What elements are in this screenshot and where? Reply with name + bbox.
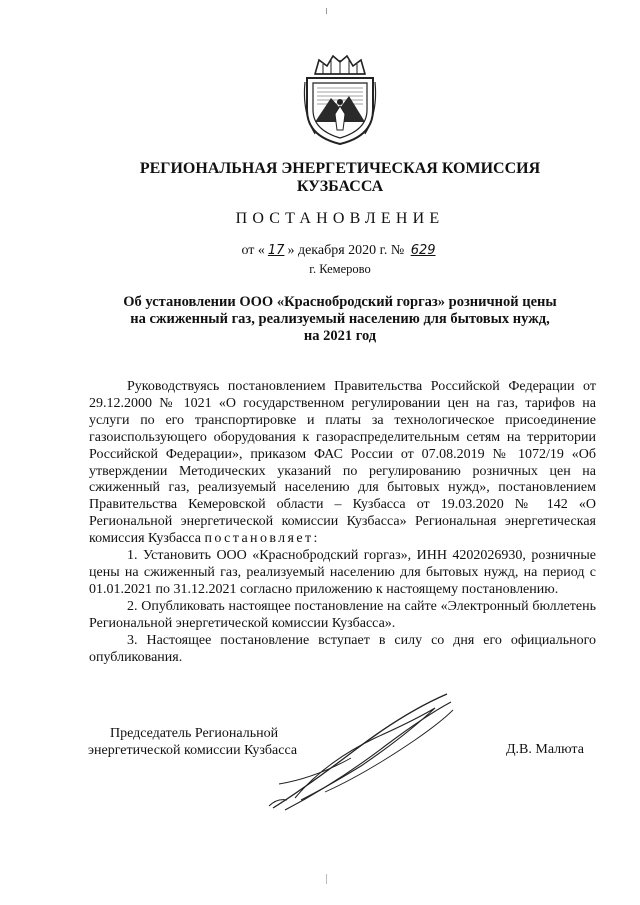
city: г. Кемерово xyxy=(309,262,371,276)
coat-of-arms-icon xyxy=(301,52,379,146)
scan-mark-bottom xyxy=(326,874,327,884)
org-line-1: РЕГИОНАЛЬНАЯ ЭНЕРГЕТИЧЕСКАЯ КОМИССИЯ xyxy=(139,160,541,177)
issuing-organization xyxy=(100,160,580,196)
date-line xyxy=(120,243,560,259)
title-line-3: на 2021 год xyxy=(303,328,377,344)
item-2: 2. Опубликовать настоящее постановление на сайте «Электронный бюллетень Региональной энергетической комиссии Кузбасса». xyxy=(89,598,596,631)
title-line-2: на сжиженный газ, реализуемый населению для бытовых нужд, xyxy=(130,311,550,327)
document-body xyxy=(89,379,596,666)
document-title xyxy=(100,294,580,345)
date-suffix: » декабря 2020 г. № xyxy=(287,243,405,258)
item-1: 1. Установить ООО «Краснобродский горгаз», ИНН 4202026930, розничные цены на сжиженный газ, реализуемый населению для бытовых нужд, на период с 01.01.2021 по 31.12.2021 согласно приложению к настоящему постановлению. xyxy=(89,548,596,597)
resolves-word: постановляет: xyxy=(204,531,320,547)
position-line-2: энергетической комиссии Кузбасса xyxy=(88,743,298,758)
handwritten-signature xyxy=(265,688,455,818)
position-line-1: Председатель Региональной xyxy=(110,726,279,741)
preamble-paragraph xyxy=(89,379,596,548)
document-number: 629 xyxy=(410,243,436,258)
preamble-text: Руководствуясь постановлением Правительства Российской Федерации от 29.12.2000 № 1021 «О государственном регулировании цен на газ, тарифов на услуги по его транспортировке и платы за технологическое присоединение газоиспользующего оборудования к газораспределительным сетям на территории Российской Федерации», приказом ФАС России от 07.08.2019 № 1072/19 «Об утверждении Методических указаний по регулированию розничных цен на сжиженный газ, реализуемый населению для бытовых нужд», постановлением Правительства Кемеровской области – Кузбасса от 19.03.2020 № 142 «О Региональной энергетической комиссии Кузбасса» Региональная энергетическая комиссия Кузбасса xyxy=(89,379,596,547)
date-prefix: от « xyxy=(241,243,265,258)
org-line-2: КУЗБАССА xyxy=(296,178,384,195)
title-line-1: Об установлении ООО «Краснобродский горгаз» розничной цены xyxy=(123,294,557,310)
date-day: 17 xyxy=(267,243,285,258)
scan-mark xyxy=(326,8,327,14)
document-type: ПОСТАНОВЛЕНИЕ xyxy=(235,210,445,227)
signatory-name: Д.В. Малюта xyxy=(506,742,584,757)
item-3: 3. Настоящее постановление вступает в силу со дня его официального опубликования. xyxy=(89,632,596,665)
